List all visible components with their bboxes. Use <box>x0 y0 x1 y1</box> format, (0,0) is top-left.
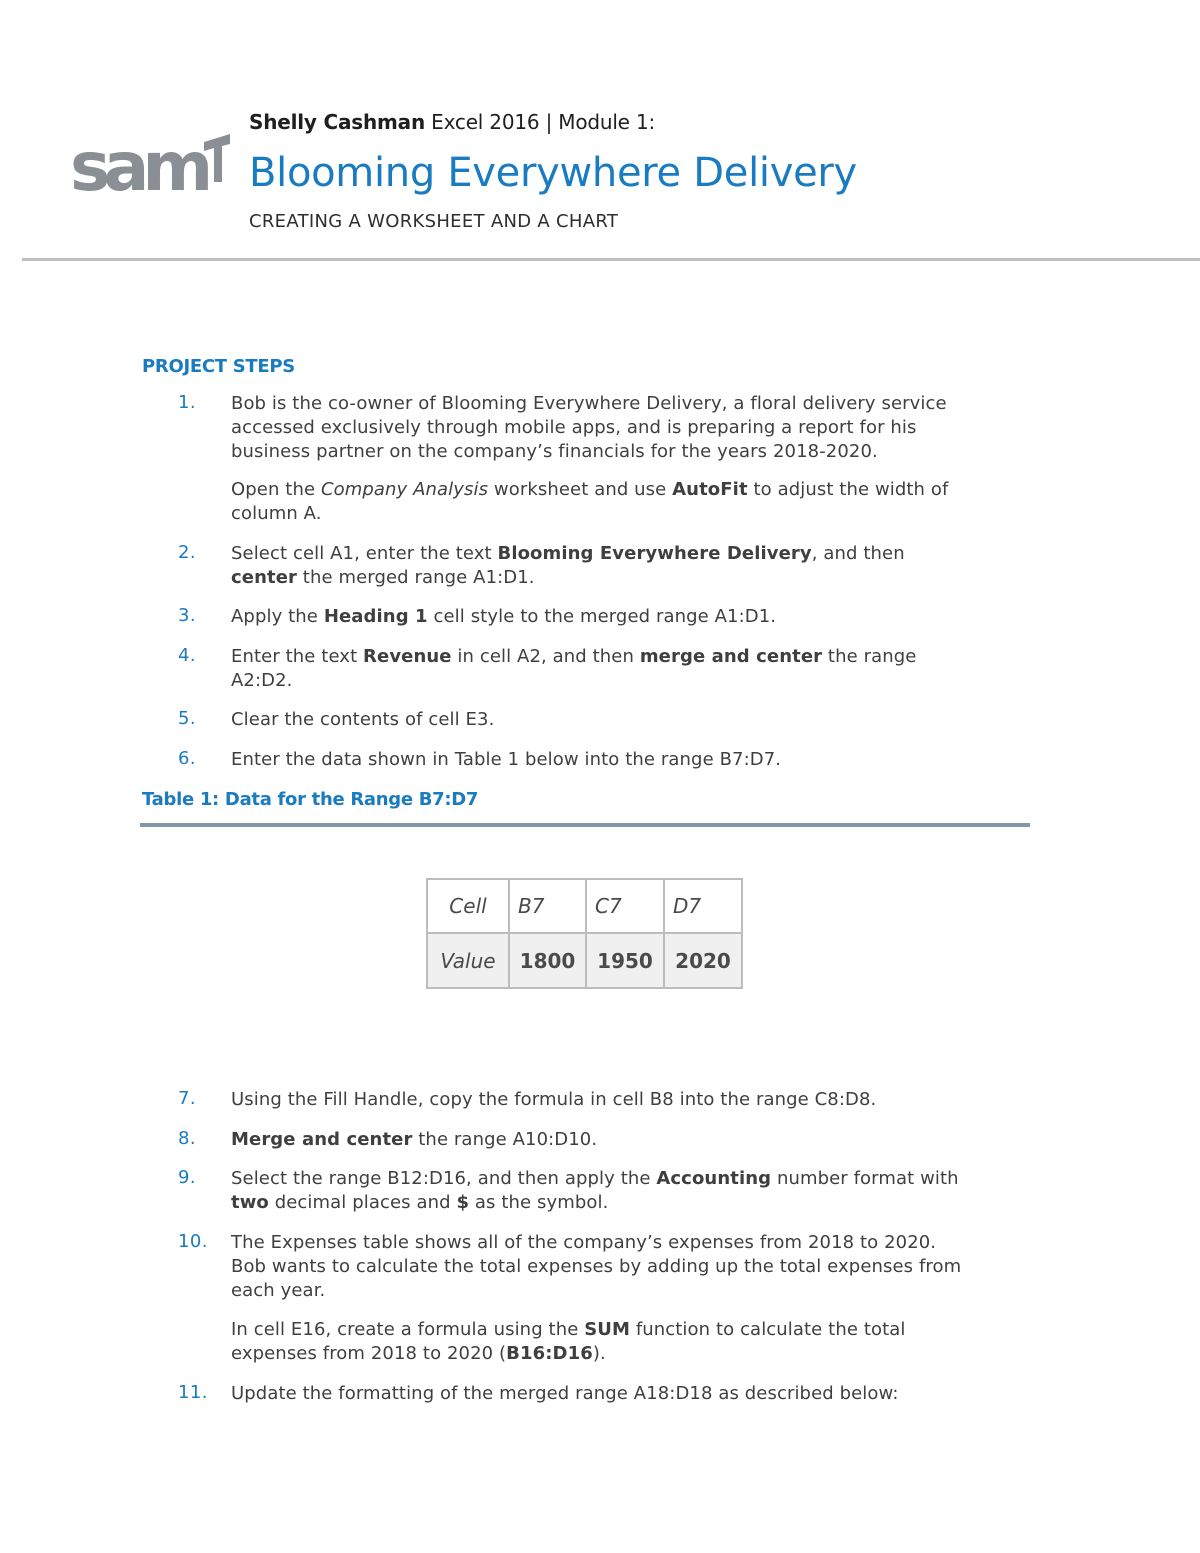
document-title: Blooming Everywhere Delivery <box>249 150 857 196</box>
step-text: Select cell A1, enter the text Blooming Everywhere Delivery, and then center the merged range A1:D1. <box>231 543 905 588</box>
step-text: Using the Fill Handle, copy the formula in cell B8 into the range C8:D8. <box>231 1089 877 1110</box>
table-cell: 1800 <box>509 933 586 988</box>
section-heading: PROJECT STEPS <box>142 356 295 377</box>
step-text: Bob is the co-owner of Blooming Everywhere Delivery, a floral delivery service accessed exclusively through mobile apps, and is preparing a report for his business partner on the company’s financials for the years 2018-2020. <box>231 393 947 462</box>
header-series: Shelly Cashman Excel 2016 | Module 1: <box>249 110 656 134</box>
step-text: The Expenses table shows all of the company’s expenses from 2018 to 2020. Bob wants to calculate the total expenses by adding up the total expenses from each year. <box>231 1232 962 1301</box>
table-cell: 1950 <box>586 933 664 988</box>
svg-text:sam: sam <box>70 132 207 196</box>
table-header-row <box>427 879 742 933</box>
step-number: 11. <box>178 1382 208 1403</box>
table-caption: Table 1: Data for the Range B7:D7 <box>142 789 479 810</box>
step-number: 8. <box>178 1128 196 1149</box>
table-cell: C7 <box>586 879 664 933</box>
step-text: Merge and center the range A10:D10. <box>231 1129 598 1150</box>
step-text: Update the formatting of the merged range A18:D18 as described below: <box>231 1383 899 1404</box>
table-cell: D7 <box>664 879 742 933</box>
step-number: 2. <box>178 542 196 563</box>
table-cell: Value <box>427 933 509 988</box>
step-number: 6. <box>178 748 196 769</box>
table-cell: 2020 <box>664 933 742 988</box>
step-sub-paragraph: In cell E16, create a formula using the SUM function to calculate the total expenses from 2018 to 2020 (B16:D16). <box>231 1319 906 1364</box>
step-number: 3. <box>178 605 196 626</box>
step-number: 4. <box>178 645 196 666</box>
document-subtitle: CREATING A WORKSHEET AND A CHART <box>249 211 619 232</box>
table-cell: Cell <box>427 879 509 933</box>
sam-logo <box>70 132 235 196</box>
step-text: Enter the data shown in Table 1 below into the range B7:D7. <box>231 749 782 770</box>
step-number: 10. <box>178 1231 208 1252</box>
step-text: Enter the text Revenue in cell A2, and then merge and center the range A2:D2. <box>231 646 917 691</box>
table-value-row <box>427 933 742 988</box>
step-text: Select the range B12:D16, and then apply the Accounting number format with two decimal places and $ as the symbol. <box>231 1168 959 1213</box>
step-text: Clear the contents of cell E3. <box>231 709 495 730</box>
step-number: 7. <box>178 1088 196 1109</box>
table-cell: B7 <box>509 879 586 933</box>
table-caption-divider <box>140 823 1030 827</box>
step-sub-paragraph: Open the Company Analysis worksheet and use AutoFit to adjust the width of column A. <box>231 479 949 524</box>
step-number: 5. <box>178 708 196 729</box>
header-divider <box>22 258 1200 261</box>
step-number: 1. <box>178 392 196 413</box>
data-table <box>426 878 743 989</box>
step-text: Apply the Heading 1 cell style to the merged range A1:D1. <box>231 606 777 627</box>
step-number: 9. <box>178 1167 196 1188</box>
